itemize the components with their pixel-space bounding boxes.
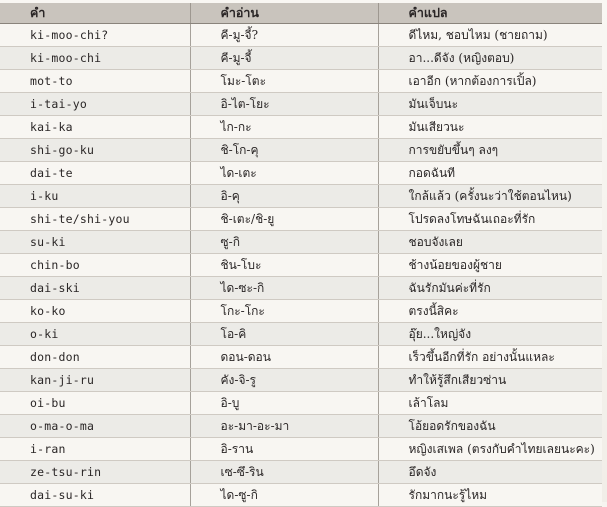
header-meaning: คำแปล bbox=[378, 3, 602, 24]
table-row bbox=[0, 162, 602, 185]
cell-reading: อิ-บู bbox=[190, 392, 378, 415]
table-row bbox=[0, 323, 602, 346]
cell-word: ki-moo-chi bbox=[0, 47, 190, 70]
table-row bbox=[0, 369, 602, 392]
table-row bbox=[0, 346, 602, 369]
table-row bbox=[0, 208, 602, 231]
table-row bbox=[0, 70, 602, 93]
cell-meaning: อา...ดีจัง (หญิงตอบ) bbox=[378, 47, 602, 70]
cell-meaning: รักมากนะรู้ไหม bbox=[378, 484, 602, 507]
header-word: คำ bbox=[0, 3, 190, 24]
cell-word: ko-ko bbox=[0, 300, 190, 323]
table-row bbox=[0, 139, 602, 162]
cell-word: ze-tsu-rin bbox=[0, 461, 190, 484]
table-row bbox=[0, 254, 602, 277]
cell-meaning: อุ๊ย...ใหญ่จัง bbox=[378, 323, 602, 346]
cell-word: dai-ski bbox=[0, 277, 190, 300]
table-row bbox=[0, 438, 602, 461]
cell-reading: ได-ซะ-กิ bbox=[190, 277, 378, 300]
cell-meaning: หญิงเสเพล (ตรงกับคำไทยเลยนะคะ) bbox=[378, 438, 602, 461]
cell-reading: ชิน-โบะ bbox=[190, 254, 378, 277]
table-row bbox=[0, 392, 602, 415]
cell-word: don-don bbox=[0, 346, 190, 369]
vocabulary-table bbox=[0, 3, 602, 507]
cell-word: dai-su-ki bbox=[0, 484, 190, 507]
cell-reading: อิ-คุ bbox=[190, 185, 378, 208]
cell-word: mot-to bbox=[0, 70, 190, 93]
cell-reading: อิ-ราน bbox=[190, 438, 378, 461]
cell-meaning: ใกล้แล้ว (ครั้งนะว่าใช้ตอนไหน) bbox=[378, 185, 602, 208]
cell-reading: ได-ซู-กิ bbox=[190, 484, 378, 507]
table-row bbox=[0, 93, 602, 116]
table-row bbox=[0, 185, 602, 208]
cell-word: kan-ji-ru bbox=[0, 369, 190, 392]
cell-meaning: ช้างน้อยของผู้ชาย bbox=[378, 254, 602, 277]
cell-word: i-ran bbox=[0, 438, 190, 461]
cell-meaning: การขยับขึ้นๆ ลงๆ bbox=[378, 139, 602, 162]
cell-meaning: มันเจ็บนะ bbox=[378, 93, 602, 116]
cell-reading: ดอน-ดอน bbox=[190, 346, 378, 369]
table-row bbox=[0, 24, 602, 47]
table-row bbox=[0, 300, 602, 323]
table-row bbox=[0, 415, 602, 438]
cell-reading: อะ-มา-อะ-มา bbox=[190, 415, 378, 438]
cell-reading: คัง-จิ-รู bbox=[190, 369, 378, 392]
cell-word: shi-go-ku bbox=[0, 139, 190, 162]
cell-reading: โกะ-โกะ bbox=[190, 300, 378, 323]
cell-reading: ซู-กิ bbox=[190, 231, 378, 254]
cell-meaning: กอดฉันที bbox=[378, 162, 602, 185]
cell-meaning: ชอบจังเลย bbox=[378, 231, 602, 254]
table-header-row bbox=[0, 3, 602, 24]
cell-reading: ได-เตะ bbox=[190, 162, 378, 185]
cell-meaning: โอ้ยอดรักของฉัน bbox=[378, 415, 602, 438]
table-row bbox=[0, 116, 602, 139]
table-row bbox=[0, 277, 602, 300]
cell-word: shi-te/shi-you bbox=[0, 208, 190, 231]
table-row bbox=[0, 231, 602, 254]
cell-reading: โมะ-โตะ bbox=[190, 70, 378, 93]
cell-word: i-ku bbox=[0, 185, 190, 208]
cell-meaning: ฉันรักมันค่ะที่รัก bbox=[378, 277, 602, 300]
cell-word: oi-bu bbox=[0, 392, 190, 415]
cell-word: chin-bo bbox=[0, 254, 190, 277]
table-row bbox=[0, 484, 602, 507]
table-row bbox=[0, 461, 602, 484]
cell-meaning: ตรงนี้สิคะ bbox=[378, 300, 602, 323]
cell-meaning: มันเสียวนะ bbox=[378, 116, 602, 139]
cell-meaning: โปรดลงโทษฉันเถอะที่รัก bbox=[378, 208, 602, 231]
cell-meaning: ดีไหม, ชอบไหม (ชายถาม) bbox=[378, 24, 602, 47]
cell-reading: คี-มู-จี้? bbox=[190, 24, 378, 47]
cell-word: ki-moo-chi? bbox=[0, 24, 190, 47]
cell-reading: ไก-กะ bbox=[190, 116, 378, 139]
header-reading: คำอ่าน bbox=[190, 3, 378, 24]
cell-word: dai-te bbox=[0, 162, 190, 185]
cell-word: kai-ka bbox=[0, 116, 190, 139]
cell-reading: เซ-ซึ-ริน bbox=[190, 461, 378, 484]
cell-meaning: อึดจัง bbox=[378, 461, 602, 484]
cell-meaning: เล้าโลม bbox=[378, 392, 602, 415]
cell-reading: ชิ-เตะ/ชิ-ยู bbox=[190, 208, 378, 231]
cell-reading: ชิ-โก-คุ bbox=[190, 139, 378, 162]
cell-reading: อิ-ไต-โยะ bbox=[190, 93, 378, 116]
cell-word: su-ki bbox=[0, 231, 190, 254]
cell-word: o-ki bbox=[0, 323, 190, 346]
cell-meaning: เร็วขึ้นอีกที่รัก อย่างนั้นแหละ bbox=[378, 346, 602, 369]
cell-reading: คี-มู-จี้ bbox=[190, 47, 378, 70]
cell-word: i-tai-yo bbox=[0, 93, 190, 116]
cell-reading: โอ-คิ bbox=[190, 323, 378, 346]
cell-word: o-ma-o-ma bbox=[0, 415, 190, 438]
cell-meaning: เอาอีก (หากต้องการเปิ้ล) bbox=[378, 70, 602, 93]
table-row bbox=[0, 47, 602, 70]
cell-meaning: ทำให้รู้สึกเสียวซ่าน bbox=[378, 369, 602, 392]
